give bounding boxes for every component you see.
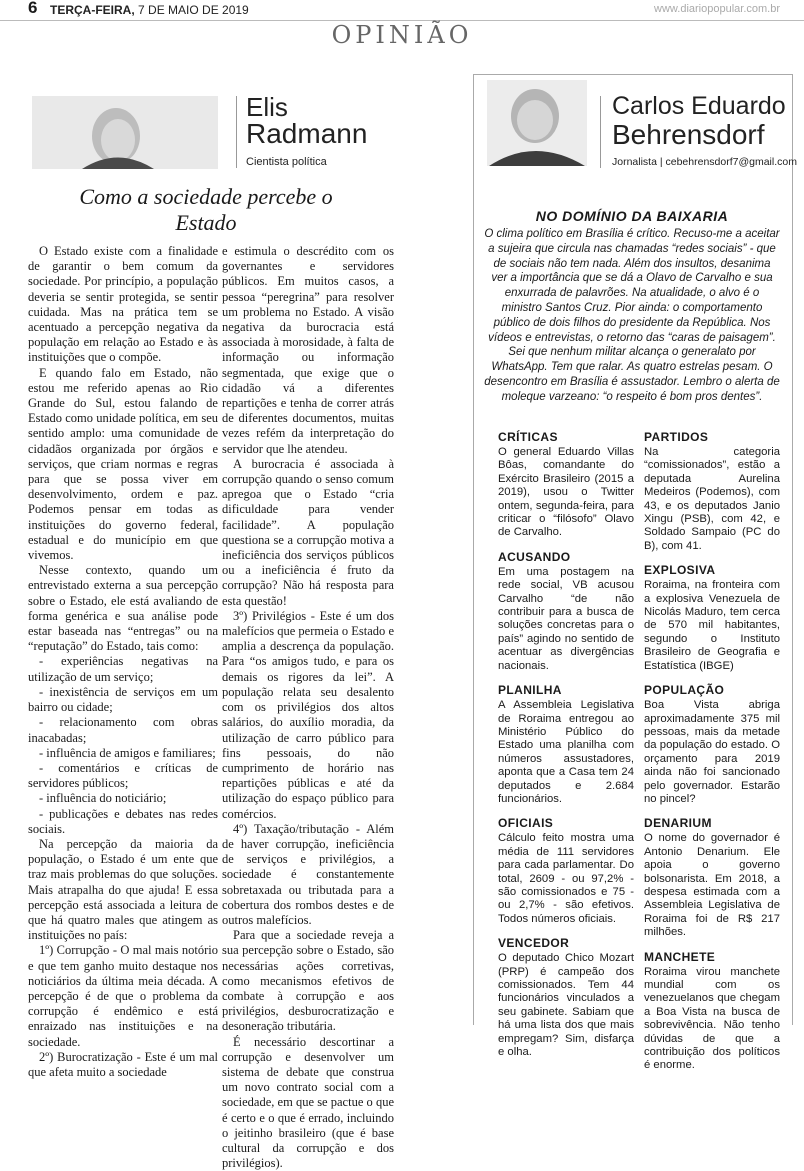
list-item: - inexistência de serviços em um bairro ou cidade;	[28, 684, 218, 715]
section-title: OPINIÃO	[331, 21, 473, 49]
paragraph: 1º) Corrupção - O mal mais notório e que tem ganho muito destaque nos noticiários da última meia década. A percepção é de que o problema da corrupção é endêmico e está enraizado nas instituições e na sociedade.	[28, 943, 218, 1049]
note-title: MANCHETE	[644, 949, 716, 964]
note-title: OFICIAIS	[498, 816, 554, 831]
note-item	[644, 563, 780, 673]
note-text: A Assembleia Legislativa de Roraima entregou ao Ministério Público do Estado uma planilha com números assustadores, aponta que a Casa tem 24 deputados e 2.684 funcionários.	[498, 699, 634, 805]
paragraph: E quando falo em Estado, não estou me referido apenas ao Rio Grande do Sul, estou falando de Estado como unidade política, em seu sentido amplo: uma comunidade de cidadãos organizada por órgãos e serviços, que criam normas e regras para que se possa viver em desenvolvimento, ordem e paz. Podemos pensar em todas as instituições do governo federal, estadual e do município em que vivemos.	[28, 365, 218, 563]
page-header	[0, 0, 804, 21]
note-item	[644, 430, 780, 553]
site-url[interactable]: www.diariopopular.com.br	[654, 3, 780, 15]
note-text: O general Eduardo Villas Bôas, comandante do Exército Brasileiro (2015 a 2019), usou o Twitter ontem, segunda-feira, para criticar o “filósofo” Olavo de Carvalho.	[498, 446, 634, 539]
note-item	[498, 816, 634, 926]
note-title: PLANILHA	[498, 683, 562, 698]
author-photo-elis	[32, 96, 218, 169]
note-item	[498, 550, 634, 673]
note-text: Boa Vista abriga aproximadamente 375 mil pessoas, mais da metade da população do estado. O orçamento para 2019 ainda não foi sancionado pelo governador. Estarão no pincel?	[644, 699, 780, 805]
note-text: O deputado Chico Mozart (PRP) é campeão dos comissionados. Tem 44 funcionários vinculados a seu gabinete. Sabiam que há uma lista dos que mais empregam? Sim, disfarça e olha.	[498, 952, 634, 1059]
note-title: DENARIUM	[644, 816, 712, 831]
note-item	[498, 683, 634, 806]
notes-column-right	[644, 430, 780, 1083]
page-number: 6	[28, 0, 38, 17]
paragraph: Na percepção da maioria da população, o Estado é um ente que traz mais problemas do que soluções. Mais atrapalha do que ajuda! E essa percepção está associada a leitura de que há quatro males que atingem as instituições no país:	[28, 836, 218, 943]
list-item: - influência de amigos e familiares;	[39, 745, 216, 760]
author-photo-carlos	[487, 80, 587, 166]
notes-column-left	[498, 430, 634, 1069]
paragraph: 3º) Privilégios - Este é um dos malefícios que permeia o Estado e amplia a descrença da população. Para “os amigos tudo, e para os demais os rigores da lei”. A população relata seu desalento com os privilégios dos altos salários, do auxílio moradia, da utilização de carro público para fins pessoais, do não cumprimento de horário nas repartições públicas e até da utilização do espaço público para comércios.	[222, 608, 394, 821]
note-item	[644, 683, 780, 806]
author-role: Cientista política	[246, 156, 327, 168]
dateline	[50, 3, 249, 17]
paragraph: É necessário descortinar a corrupção e desenvolver um sistema de debate que construa um novo contrato social com a sociedade, em que se pactue o que é certo e o que é errado, incluindo o jeitinho brasileiro (que é base cultural da corrupção e dos privilégios).	[222, 1034, 394, 1171]
note-title: PARTIDOS	[644, 430, 709, 444]
note-item	[644, 816, 780, 939]
paragraph: 2º) Burocratização - Este é um mal que afeta muito a sociedade	[28, 1049, 218, 1079]
weekday: TERÇA-FEIRA,	[50, 3, 135, 17]
paragraph: e estimula o descrédito com os governantes e servidores públicos. Em muitos casos, a pessoa “peregrina” para resolver um problema no Estado. A visão negativa da burocracia está associada à morosidade, à falta de informação ou informação segmentada, que exige que o cidadão vá a diferentes repartições e tenha de correr atrás de diferentes documentos, muitas vezes refém da interpretação do servidor que lhe atendeu.	[222, 244, 394, 456]
paragraph: 4º) Taxação/tributação - Além de haver corrupção, ineficiência de serviços e privilégios, a sociedade é constantemente sobretaxada ou tributada para a cobertura dos rombos destes e de outros malefícios.	[222, 821, 394, 927]
author-role: Jornalista | cebehrensdorf7@gmail.com	[612, 156, 797, 168]
article-column-2	[222, 244, 394, 1171]
author-divider	[236, 96, 237, 168]
author-last-name: Behrensdorf	[612, 119, 765, 150]
note-text: Roraima, na fronteira com a explosiva Venezuela de Nicolás Maduro, tem cerca de 570 mil habitantes, segundo o Instituto Brasileiro de Geografia e Estatística (IBGE)	[644, 579, 780, 672]
note-text: Cálculo feito mostra uma média de 111 servidores para cada parlamentar. Do total, 2609 - ou 97,2% - são comissionados e 75 - ou 2,7% - são efetivos. Todos números oficiais.	[498, 832, 634, 925]
list-item: - comentários e críticas de servidores públicos;	[28, 760, 218, 791]
paragraph: Para que a sociedade reveja a sua percepção sobre o Estado, são necessárias ações corretivas, como mecanismos efetivos de combate à corrupção e aos privilégios, desburocratização e desoneração tributária.	[222, 928, 394, 1034]
note-title: POPULAÇÃO	[644, 683, 725, 698]
author-first-name: Elis	[246, 92, 288, 122]
list-item: - relacionamento com obras inacabadas;	[28, 715, 218, 745]
note-text: Na categoria “comissionados”, estão a deputada Aurelina Medeiros (Podemos), com 43, e os deputados Janio Xingu (PSB), com 42, e Soldado Sampaio (PC do B), com 41.	[644, 446, 780, 552]
paragraph: A burocracia é associada à corrupção quando o senso comum apregoa que o Estado “cria dificuldade para vender facilidade”. A população questiona se a corrupção motiva a ineficiência dos serviços públicos ou a ineficiência é fruto da corrupção? Não há resposta para esta questão!	[222, 456, 394, 608]
note-title: CRÍTICAS	[498, 430, 558, 444]
note-title: VENCEDOR	[498, 936, 570, 951]
list-item: - influência do noticiário;	[39, 791, 167, 806]
column-heading: NO DOMÍNIO DA BAIXARIA	[535, 208, 729, 224]
article-headline: Como a sociedade percebe o Estado	[79, 184, 333, 235]
note-text: Em uma postagem na rede social, VB acusou Carvalho “de não contribuir para a busca de soluções concretas para o país” agindo no sentido de acentuar as divergências nacionais.	[498, 565, 634, 672]
note-item	[498, 430, 634, 540]
date: 7 DE MAIO DE 2019	[138, 3, 249, 17]
note-title: ACUSANDO	[498, 549, 571, 564]
note-text: O nome do governador é Antonio Denarium. Ele apoia o governo bolsonarista. Em 2018, a despesa estimada com a Assembleia Legislativa de Roraima foi de R$ 217 milhões.	[644, 832, 780, 939]
list-item: - experiências negativas na utilização de um serviço;	[28, 654, 218, 684]
paragraph: Nesse contexto, quando um entrevistado externa a sua percepção sobre o Estado, ele está avaliando de forma genérica e sua análise pode estar baseada nas “entregas” ou na “reputação” do Estado, tais como:	[28, 563, 218, 654]
author-divider	[600, 96, 601, 168]
author-first-name: Carlos Eduardo	[612, 92, 786, 120]
column-intro: O clima político em Brasília é crítico. Recuso-me a aceitar a sujeira que circula nas chamadas “redes sociais” - que de sociais não tem nada. Além dos insultos, desanima ver a importância que se dá a Olavo de Carvalho e sua enxurrada de palavrões. Na atualidade, o alvo é o ministro Santos Cruz. Pior ainda: o comportamento público de dois filhos do presidente da República. Nos vídeos e entrevistas, o retorno das “caras de paisagem”. Sei que nenhum militar alcança o generalato por WhatsApp. Tem que ralar. As quatro estrelas pesam. O desencontro em Brasília é assustador. Lembro o alerta de moleque varzeano: “o respeito é bom pros dentes”.	[484, 228, 780, 403]
paragraph: O Estado existe com a finalidade de garantir o bem comum da sociedade. Por princípio, a população deveria se sentir protegida, se sentir cuidada. Mas na prática tem se acentuado a percepção negativa da população em relação ao Estado e às instituições que o compõe.	[28, 244, 218, 365]
note-item	[644, 950, 780, 1073]
note-title: EXPLOSIVA	[644, 563, 716, 578]
note-text: Roraima virou manchete mundial com os venezuelanos que chegam a Boa Vista na busca de sobrevivência. Não tenho dúvidas de que a contribuição dos políticos é enorme.	[644, 965, 780, 1072]
author-last-name: Radmann	[246, 118, 368, 149]
list-item: - publicações e debates nas redes sociais.	[28, 806, 218, 836]
note-item	[498, 936, 634, 1059]
article-column-1	[28, 244, 218, 1080]
